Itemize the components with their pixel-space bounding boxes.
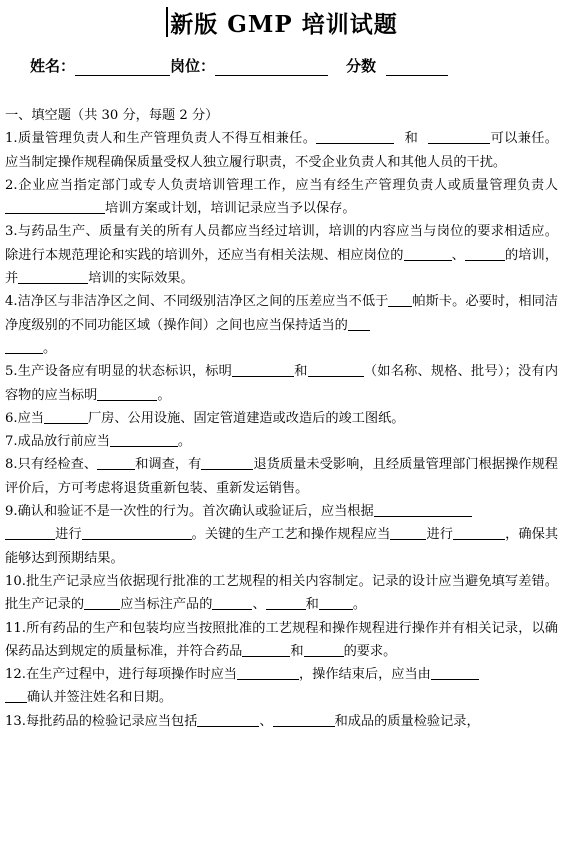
answer-blank[interactable] bbox=[44, 408, 88, 424]
position-label: 岗位： bbox=[170, 57, 216, 75]
answer-blank[interactable] bbox=[201, 454, 253, 470]
text-cursor bbox=[166, 7, 168, 37]
score-blank[interactable] bbox=[386, 60, 448, 76]
score-label: 分数 bbox=[346, 57, 377, 75]
answer-blank[interactable] bbox=[388, 291, 412, 307]
answer-blank[interactable] bbox=[5, 198, 105, 214]
answer-blank[interactable] bbox=[97, 454, 135, 470]
question-7: 7.成品放行前应当 。 bbox=[5, 430, 558, 453]
answer-blank[interactable] bbox=[237, 664, 299, 680]
name-blank[interactable] bbox=[75, 60, 170, 76]
question-12: 12.在生产过程中，进行每项操作时应当 ，操作结束后，应当由 确认并签注姓名和日期。 bbox=[5, 663, 558, 710]
answer-blank[interactable] bbox=[374, 501, 472, 517]
question-13: 13.每批药品的检验记录应当包括 、 和成品的质量检验记录， bbox=[5, 710, 558, 733]
answer-blank[interactable] bbox=[212, 594, 252, 610]
answer-blank[interactable] bbox=[242, 641, 290, 657]
exam-header bbox=[30, 55, 448, 76]
answer-blank[interactable] bbox=[232, 361, 294, 377]
question-8: 8.只有经检查、 和调查，有 退货质量未受影响，且经质量管理部门根据操作规程评价后，方可考虑将退货重新包装、重新发运销售。 bbox=[5, 453, 558, 500]
answer-blank[interactable] bbox=[431, 664, 479, 680]
position-blank[interactable] bbox=[215, 60, 328, 76]
question-2: 2.企业应当指定部门或专人负责培训管理工作，应当有经生产管理负责人或质量管理负责人培训方案或计划，培训记录应当予以保存。 bbox=[5, 177, 558, 217]
answer-blank[interactable] bbox=[18, 268, 88, 284]
answer-blank[interactable] bbox=[197, 711, 259, 727]
answer-blank[interactable] bbox=[5, 687, 27, 703]
question-1: 1.质量管理负责人和生产管理负责人不得互相兼任。 和 可以兼任。应当制定操作规程确保质量受权人独立履行职责，不受企业负责人和其他人员的干扰。 bbox=[5, 127, 558, 174]
question-4: 4.洁净区与非洁净区之间、不同级别洁净区之间的压差应当不低于 帕斯卡。必要时，相同洁净度级别的不同功能区域（操作间）之间也应当保持适当的 。 bbox=[5, 290, 558, 360]
answer-blank[interactable] bbox=[84, 594, 120, 610]
answer-blank[interactable] bbox=[97, 385, 157, 401]
answer-blank[interactable] bbox=[404, 245, 452, 261]
question-3: 3.与药品生产、质量有关的所有人员都应当经过培训，培训的内容应当与岗位的要求相适应。除进行本规范理论和实践的培训外，还应当有相关法规、相应岗位的 、 的培训，并 培训的实际效果。 bbox=[5, 224, 559, 287]
exam-content bbox=[5, 104, 558, 733]
answer-blank[interactable] bbox=[5, 338, 43, 354]
answer-blank[interactable] bbox=[308, 361, 364, 377]
answer-blank[interactable] bbox=[316, 128, 394, 144]
answer-blank[interactable] bbox=[428, 128, 490, 144]
answer-blank[interactable] bbox=[348, 315, 370, 331]
page-title: 新版 GMP 培训试题 bbox=[0, 6, 564, 39]
section-heading: 一、填空题（共 30 分，每题 2 分） bbox=[5, 108, 219, 123]
answer-blank[interactable] bbox=[273, 711, 335, 727]
question-10: 10.批生产记录应当依据现行批准的工艺规程的相关内容制定。记录的设计应当避免填写差错。批生产记录的 应当标注产品的 、 和 。 bbox=[5, 573, 558, 613]
answer-blank[interactable] bbox=[319, 594, 353, 610]
answer-blank[interactable] bbox=[304, 641, 344, 657]
answer-blank[interactable] bbox=[5, 524, 55, 540]
question-5: 5.生产设备应有明显的状态标识，标明 和 （如名称、规格、批号）；没有内容物的应当标明 。 bbox=[5, 360, 558, 407]
answer-blank[interactable] bbox=[266, 594, 306, 610]
answer-blank[interactable] bbox=[465, 245, 505, 261]
answer-blank[interactable] bbox=[453, 524, 505, 540]
question-11: 11.所有药品的生产和包装均应当按照批准的工艺规程和操作规程进行操作并有相关记录，以确保药品达到规定的质量标准，并符合药品 和 的要求。 bbox=[5, 620, 558, 659]
answer-blank[interactable] bbox=[390, 524, 426, 540]
answer-blank[interactable] bbox=[82, 524, 192, 540]
question-9: 9.确认和验证不是一次性的行为。首次确认或验证后，应当根据 进行 。关键的生产工艺和操作规程应当 进行 ，确保其能够达到预期结果。 bbox=[5, 500, 558, 570]
question-6: 6.应当 厂房、公用设施、固定管道建造或改造后的竣工图纸。 bbox=[5, 407, 558, 430]
name-label: 姓名： bbox=[30, 57, 76, 75]
answer-blank[interactable] bbox=[110, 431, 178, 447]
